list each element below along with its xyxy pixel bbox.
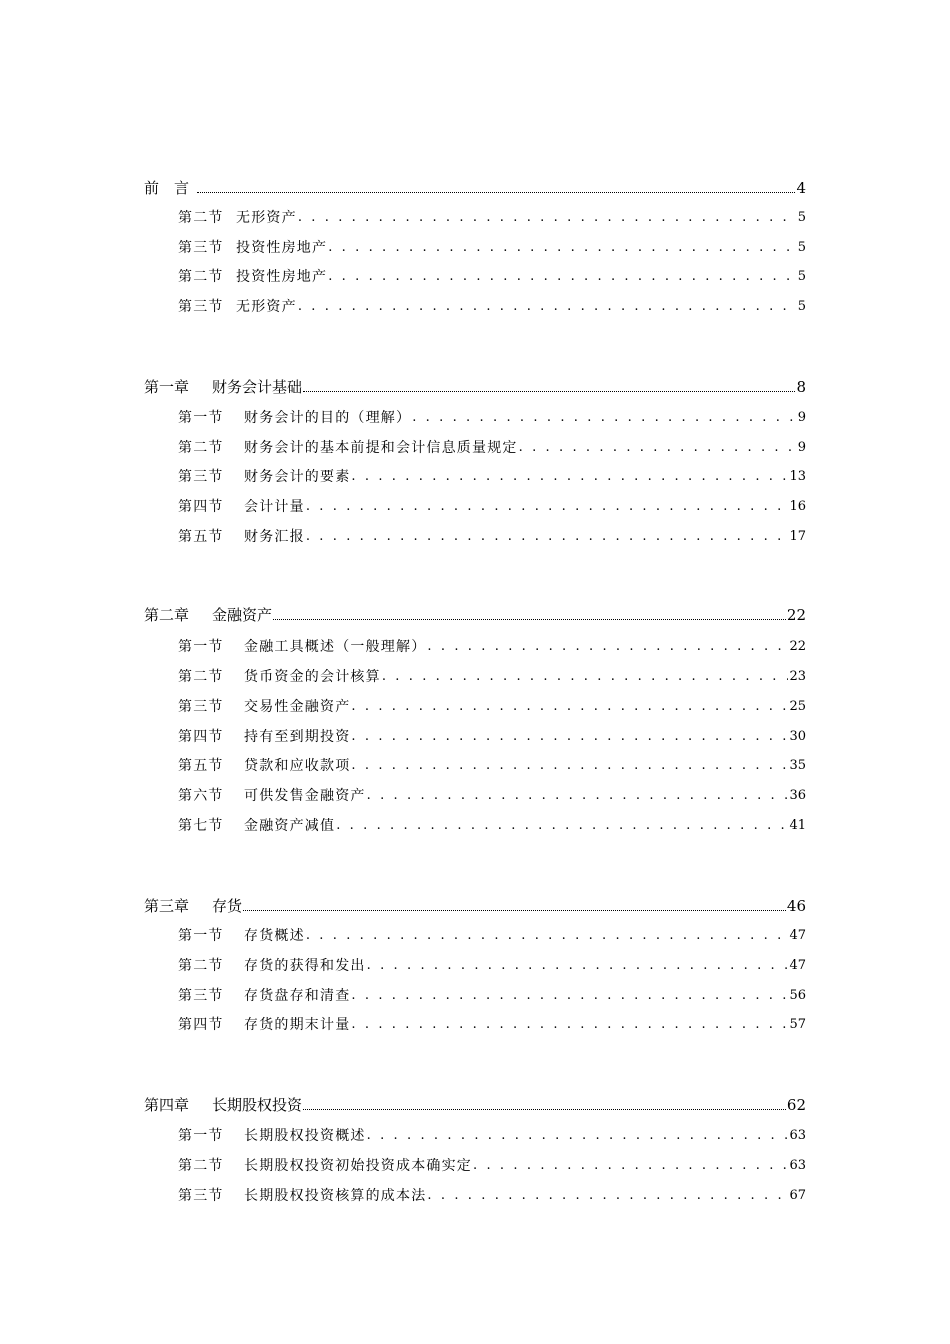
toc-section-row[interactable] bbox=[144, 726, 806, 748]
toc-section-number: 第四节 bbox=[178, 729, 224, 745]
toc-section-number: 第一节 bbox=[178, 928, 224, 944]
toc-chapter-number: 第三章 bbox=[144, 897, 190, 915]
toc-leader-dots bbox=[306, 496, 789, 518]
toc-section-number: 第三节 bbox=[178, 469, 224, 485]
toc-chapter-row[interactable] bbox=[144, 604, 806, 626]
toc-section-number: 第三节 bbox=[178, 1188, 224, 1204]
toc-section-number: 第三节 bbox=[178, 240, 224, 256]
toc-page-number: 22 bbox=[789, 639, 806, 654]
toc-page-number: 13 bbox=[789, 469, 806, 484]
toc-leader-dots bbox=[427, 636, 788, 658]
toc-page-number: 36 bbox=[789, 788, 806, 803]
toc-section-title: 投资性房地产 bbox=[236, 269, 328, 285]
toc-page-number: 16 bbox=[789, 499, 806, 514]
toc-section-title: 财务会计的基本前提和会计信息质量规定 bbox=[244, 440, 518, 456]
toc-section-row[interactable] bbox=[144, 526, 806, 548]
toc-section-title: 金融工具概述（一般理解） bbox=[244, 639, 427, 655]
toc-section-row[interactable] bbox=[144, 955, 806, 977]
toc-section-row[interactable] bbox=[144, 925, 806, 947]
toc-section-number: 第一节 bbox=[178, 639, 224, 655]
toc-section-title: 无形资产 bbox=[236, 299, 297, 315]
toc-section-number: 第二节 bbox=[178, 269, 224, 285]
toc-section-title: 金融资产减值 bbox=[244, 818, 336, 834]
toc-section-number: 第二节 bbox=[178, 1158, 224, 1174]
toc-page-number: 63 bbox=[789, 1128, 806, 1143]
toc-leader-dots bbox=[273, 614, 786, 620]
toc-leader-dots bbox=[473, 1155, 788, 1177]
toc-page-number: 17 bbox=[789, 529, 806, 544]
toc-page-number: 9 bbox=[797, 410, 806, 425]
toc-section-title: 长期股权投资初始投资成本确实定 bbox=[244, 1158, 472, 1174]
toc-section-row[interactable] bbox=[144, 496, 806, 518]
toc-page-number: 35 bbox=[789, 758, 806, 773]
toc-page-number: 41 bbox=[789, 818, 806, 833]
toc-section-title: 存货的获得和发出 bbox=[244, 958, 366, 974]
table-of-contents bbox=[144, 0, 806, 1344]
toc-section-row[interactable] bbox=[144, 696, 806, 718]
toc-section-title: 财务汇报 bbox=[244, 529, 305, 545]
toc-leader-dots bbox=[427, 1185, 788, 1207]
toc-chapter-number: 第一章 bbox=[144, 378, 190, 396]
toc-section-title: 存货概述 bbox=[244, 928, 305, 944]
toc-chapter-title: 存货 bbox=[212, 897, 243, 915]
toc-leader-dots bbox=[298, 296, 797, 318]
toc-page-number: 5 bbox=[797, 240, 806, 255]
toc-section-title: 货币资金的会计核算 bbox=[244, 669, 381, 685]
toc-section-title: 投资性房地产 bbox=[236, 240, 328, 256]
toc-section-row[interactable] bbox=[144, 207, 806, 229]
toc-page-number: 30 bbox=[789, 729, 806, 744]
toc-section-row[interactable] bbox=[144, 985, 806, 1007]
toc-section-row[interactable] bbox=[144, 1125, 806, 1147]
toc-section-number: 第三节 bbox=[178, 299, 224, 315]
toc-section-row[interactable] bbox=[144, 815, 806, 837]
toc-section-row[interactable] bbox=[144, 1185, 806, 1207]
toc-leader-dots bbox=[328, 266, 797, 288]
toc-page-number: 25 bbox=[789, 699, 806, 714]
toc-leader-dots bbox=[367, 785, 789, 807]
toc-leader-dots bbox=[367, 955, 789, 977]
toc-chapter-number: 前 言 bbox=[144, 179, 190, 197]
toc-section-title: 存货盘存和清查 bbox=[244, 988, 351, 1004]
toc-leader-dots bbox=[336, 815, 788, 837]
toc-section-title: 财务会计的目的（理解） bbox=[244, 410, 412, 426]
toc-chapter-title: 财务会计基础 bbox=[212, 378, 303, 396]
toc-chapter-row[interactable] bbox=[144, 177, 806, 199]
toc-section-title: 会计计量 bbox=[244, 499, 305, 515]
toc-section-title: 可供发售金融资产 bbox=[244, 788, 366, 804]
toc-leader-dots bbox=[351, 466, 788, 488]
toc-section-number: 第五节 bbox=[178, 529, 224, 545]
toc-leader-dots bbox=[303, 386, 795, 392]
toc-page-number: 63 bbox=[789, 1158, 806, 1173]
toc-section-row[interactable] bbox=[144, 407, 806, 429]
toc-section-number: 第二节 bbox=[178, 440, 224, 456]
toc-leader-dots bbox=[306, 526, 789, 548]
toc-section-row[interactable] bbox=[144, 636, 806, 658]
toc-section-row[interactable] bbox=[144, 785, 806, 807]
toc-leader-dots bbox=[328, 237, 797, 259]
toc-leader-dots bbox=[298, 207, 797, 229]
toc-section-number: 第五节 bbox=[178, 758, 224, 774]
toc-page-number: 46 bbox=[786, 897, 806, 915]
toc-page-number: 5 bbox=[797, 299, 806, 314]
toc-section-number: 第二节 bbox=[178, 210, 224, 226]
toc-section-row[interactable] bbox=[144, 1155, 806, 1177]
toc-section-row[interactable] bbox=[144, 755, 806, 777]
toc-section-title: 贷款和应收款项 bbox=[244, 758, 351, 774]
toc-leader-dots bbox=[412, 407, 797, 429]
toc-leader-dots bbox=[306, 925, 789, 947]
toc-page-number: 9 bbox=[797, 440, 806, 455]
toc-page-number: 57 bbox=[789, 1017, 806, 1032]
toc-page-number: 67 bbox=[789, 1188, 806, 1203]
toc-page-number: 5 bbox=[797, 210, 806, 225]
toc-section-number: 第二节 bbox=[178, 669, 224, 685]
toc-chapter-title: 金融资产 bbox=[212, 606, 273, 624]
toc-section-row[interactable] bbox=[144, 237, 806, 259]
toc-section-row[interactable] bbox=[144, 1014, 806, 1036]
toc-page-number: 47 bbox=[789, 958, 806, 973]
toc-page-number: 56 bbox=[789, 988, 806, 1003]
toc-section-number: 第六节 bbox=[178, 788, 224, 804]
toc-section-title: 无形资产 bbox=[236, 210, 297, 226]
toc-section-number: 第一节 bbox=[178, 1128, 224, 1144]
toc-leader-dots bbox=[351, 726, 788, 748]
toc-section-row[interactable] bbox=[144, 466, 806, 488]
toc-section-number: 第三节 bbox=[178, 988, 224, 1004]
toc-leader-dots bbox=[519, 437, 797, 459]
toc-section-number: 第四节 bbox=[178, 499, 224, 515]
toc-chapter-row[interactable] bbox=[144, 1094, 806, 1116]
toc-section-title: 存货的期末计量 bbox=[244, 1017, 351, 1033]
toc-page-number: 62 bbox=[786, 1096, 806, 1114]
toc-leader-dots bbox=[303, 1104, 786, 1110]
toc-chapter-title: 长期股权投资 bbox=[212, 1096, 303, 1114]
toc-section-row[interactable] bbox=[144, 437, 806, 459]
toc-leader-dots bbox=[351, 985, 788, 1007]
toc-section-number: 第四节 bbox=[178, 1017, 224, 1033]
toc-page-number: 47 bbox=[789, 928, 806, 943]
toc-leader-dots bbox=[367, 1125, 789, 1147]
toc-section-number: 第七节 bbox=[178, 818, 224, 834]
toc-chapter-row[interactable] bbox=[144, 895, 806, 917]
toc-section-number: 第一节 bbox=[178, 410, 224, 426]
toc-section-row[interactable] bbox=[144, 296, 806, 318]
toc-leader-dots bbox=[382, 666, 789, 688]
toc-section-row[interactable] bbox=[144, 666, 806, 688]
toc-section-title: 长期股权投资概述 bbox=[244, 1128, 366, 1144]
toc-leader-dots bbox=[351, 696, 788, 718]
toc-page-number: 22 bbox=[786, 606, 806, 624]
toc-page-number: 5 bbox=[797, 269, 806, 284]
toc-section-title: 财务会计的要素 bbox=[244, 469, 351, 485]
toc-section-title: 持有至到期投资 bbox=[244, 729, 351, 745]
toc-leader-dots bbox=[243, 905, 786, 911]
toc-section-number: 第三节 bbox=[178, 699, 224, 715]
toc-chapter-row[interactable] bbox=[144, 376, 806, 398]
toc-section-row[interactable] bbox=[144, 266, 806, 288]
toc-page-number: 23 bbox=[789, 669, 806, 684]
toc-chapter-number: 第二章 bbox=[144, 606, 190, 624]
toc-page-number: 4 bbox=[796, 179, 806, 197]
toc-chapter-number: 第四章 bbox=[144, 1096, 190, 1114]
toc-page-number: 8 bbox=[796, 378, 806, 396]
toc-section-title: 长期股权投资核算的成本法 bbox=[244, 1188, 427, 1204]
toc-section-number: 第二节 bbox=[178, 958, 224, 974]
toc-leader-dots bbox=[351, 1014, 788, 1036]
toc-section-title: 交易性金融资产 bbox=[244, 699, 351, 715]
toc-leader-dots bbox=[197, 187, 795, 193]
toc-leader-dots bbox=[351, 755, 788, 777]
